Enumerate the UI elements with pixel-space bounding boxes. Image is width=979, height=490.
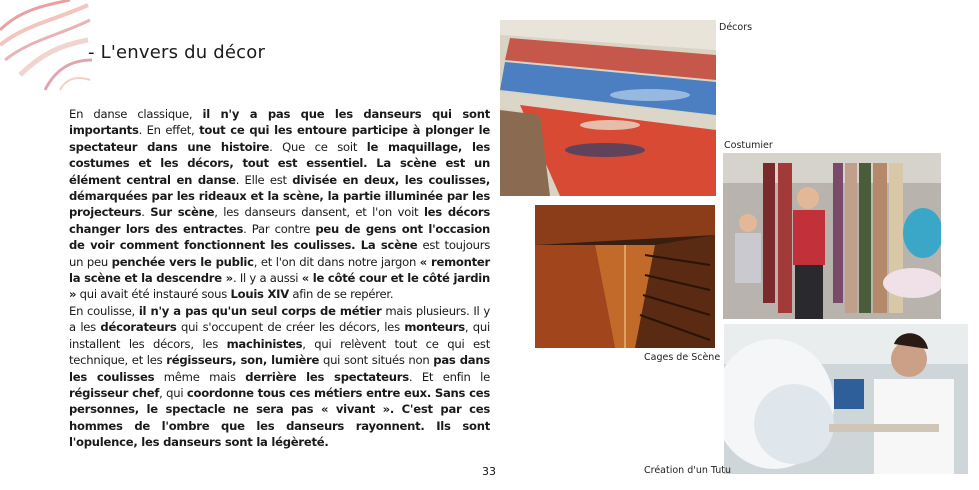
text-segment: . En effet, xyxy=(138,123,200,138)
caption-costumier: Costumier xyxy=(724,140,773,151)
bold-text-segment: Sur scène xyxy=(150,205,215,220)
bold-text-segment: derrière les spectateurs xyxy=(245,369,409,384)
bold-text-segment: machinistes xyxy=(226,336,303,351)
bold-text-segment: Louis XIV xyxy=(230,287,289,302)
page-number: 33 xyxy=(482,465,496,478)
bold-text-segment: pas dans les coulisses xyxy=(69,353,490,384)
text-segment: , qui xyxy=(159,385,187,400)
bold-text-segment: penchée vers le public xyxy=(111,254,254,269)
bold-text-segment: peu de gens ont l'occasion de voir comment fonctionnent les coulisses. La scène xyxy=(69,221,490,253)
text-segment: En danse classique, xyxy=(69,107,203,121)
caption-decors: Décors xyxy=(719,22,753,33)
text-segment: . xyxy=(141,205,151,220)
text-segment: qui sont situés non xyxy=(319,353,434,368)
bold-text-segment: divisée en deux, les coulisses, démarquées par les rideaux et la scène, la partie illuminée par les projecteurs xyxy=(69,172,490,220)
caption-cages: Cages de Scène xyxy=(644,352,721,363)
text-segment: même mais xyxy=(154,369,246,384)
text-segment: est toujours un peu xyxy=(69,238,490,269)
bold-text-segment: tout ce qui les entoure participe à plonger le spectateur dans une histoire xyxy=(69,123,491,154)
text-segment: afin de se repérer. xyxy=(288,287,394,302)
text-segment: . Elle est xyxy=(235,172,293,187)
caption-tutu: Création d'un Tutu xyxy=(644,465,732,476)
text-segment: , qui installent les décors, les xyxy=(69,320,490,351)
photo-decors xyxy=(500,20,716,196)
text-segment: , les danseurs dansent, et l'on voit xyxy=(214,205,424,220)
text-segment: En coulisse, xyxy=(69,303,139,318)
bold-text-segment: monteurs xyxy=(404,320,465,335)
body-paragraph xyxy=(69,106,490,451)
decorative-ribbon-illustration xyxy=(0,0,95,95)
bold-text-segment: coordonne tous ces métiers entre eux. Sans ces personnes, le spectacle ne sera pas « vivant ». C'est par ces hommes de l'ombre que les danseurs rayonnent. Ils sont l'opulence, les danseurs sont la légèreté. xyxy=(69,385,490,450)
text-segment: . Et enfin le xyxy=(408,369,490,384)
photo-creation-tutu xyxy=(724,324,968,474)
bold-text-segment: les décors changer lors des entractes xyxy=(69,205,490,236)
photo-cages-de-scene xyxy=(535,205,715,348)
text-segment: qui avait été instauré sous xyxy=(76,287,231,302)
bold-text-segment: régisseurs, son, lumière xyxy=(166,353,320,368)
bold-text-segment: décorateurs xyxy=(100,320,177,335)
text-segment: . Que ce soit xyxy=(269,139,367,154)
bold-text-segment: « le côté cour et le côté jardin » xyxy=(69,271,490,302)
text-segment: , et l'on dit dans notre jargon xyxy=(253,254,420,269)
bold-text-segment: il n'y a pas que les danseurs qui sont importants xyxy=(69,107,490,138)
bold-text-segment: « remonter la scène et la descendre » xyxy=(69,254,490,286)
text-segment: mais plusieurs. Il y a les xyxy=(69,303,491,335)
text-segment: . Par contre xyxy=(243,221,316,236)
page-title: - L'envers du décor xyxy=(88,42,266,63)
bold-text-segment: régisseur chef xyxy=(69,385,160,400)
text-segment: , qui relèvent tout ce qui est technique, et les xyxy=(69,336,490,368)
text-segment: qui s'occupent de créer les décors, les xyxy=(176,320,405,335)
photo-costumier xyxy=(723,153,941,319)
bold-text-segment: il n'y a pas qu'un seul corps de métier xyxy=(138,303,382,318)
text-segment: . Il y a aussi xyxy=(232,271,302,286)
bold-text-segment: le maquillage, les costumes et les décors, tout est essentiel. La scène est un élément central en danse xyxy=(69,139,490,187)
